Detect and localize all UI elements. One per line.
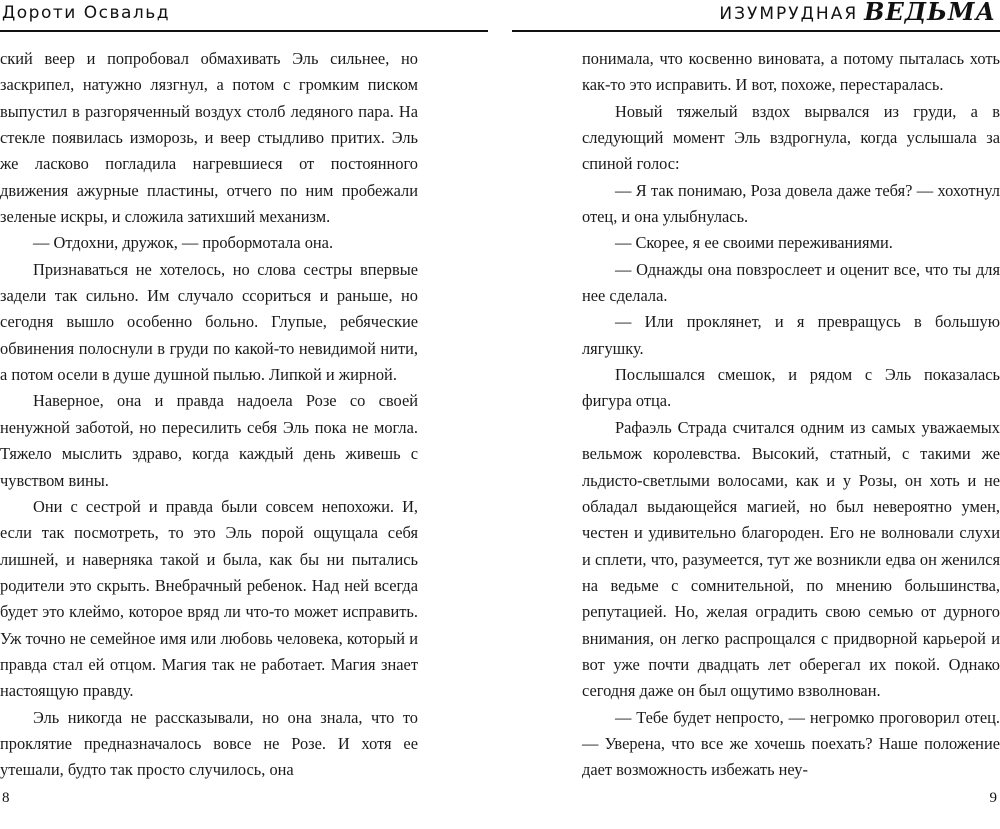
paragraph: — Отдохни, дружок, — пробормотала она. <box>33 233 334 253</box>
paragraph: Новый тяжелый вздох вырвался из груди, а в следующий момент Эль вздрогнула, когда услышала за спиной голос: <box>582 101 1000 174</box>
paragraph: Наверное, она и правда надоела Розе со своей ненужной заботой, но пересилить себя Эль пока не могла. Тяжело мыслить здраво, когда каждый день живешь с чувством вины. <box>0 391 418 490</box>
paragraph: Эль никогда не рассказывали, но она знала, что то проклятие предназначалось вовсе не Розе. И хотя ее утешали, будто так просто случилось, она <box>0 707 418 780</box>
paragraph: — Однажды она повзрослеет и оценит все, что ты для нее сделала. <box>582 259 1000 306</box>
paragraph: Признаваться не хотелось, но слова сестры впервые задели так сильно. Им случало ссориться и раньше, но сегодня вышло особенно больно. Глупые, ребяческие обвинения полоснули в груди по какой-то невидимой нити, а потом осели в душе душной пылью. Липкой и жирной. <box>0 259 418 385</box>
header-rule-right <box>512 30 1000 32</box>
paragraph: — Тебе будет непросто, — негромко проговорил отец. — Уверена, что все же хочешь поехать? Наше положение дает возможность избежать неу- <box>582 707 1000 780</box>
paragraph: ский веер и попробовал обмахивать Эль сильнее, но заскрипел, натужно лязгнул, а потом с громким писком выпустил в разгоряченный воздух столб ледяного пара. На стекле появилась изморозь, и веер стыдливо притих. Эль же ласково погладила нагревшиеся от постоянного движения ажурные пластины, отчего по ним пробежали зеленые искры, и сложила затихший механизм. <box>0 49 418 227</box>
paragraph: Рафаэль Страда считался одним из самых уважаемых вельмож королевства. Высокий, статный, с такими же льдисто-светлыми волосами, как и у Розы, он хоть и не обладал выдающейся магией, но был невероятно умен, честен и удивительно благороден. Его не волновали слухи и сплети, что, разумеется, тут же возникли едва он женился на ведьме с сомнительной, по мнению большинства, репутацией. Но, желая оградить свою семью от дурного внимания, он легко распрощался с придворной карьерой и вот уже почти двадцать лет оберегал их покой. Однако сегодня даже он был ощутимо взволнован. <box>582 417 1000 701</box>
title-word-1: ИЗУМРУДНАЯ <box>719 4 859 24</box>
paragraph: Послышался смешок, и рядом с Эль показалась фигура отца. <box>582 365 1000 411</box>
title-word-2: ВЕДЬМА <box>864 0 996 26</box>
paragraph: — Я так понимаю, Роза довела даже тебя? — хохотнул отец, и она улыбнулась. <box>582 180 1000 227</box>
left-page-text <box>0 46 418 784</box>
right-page-text <box>582 46 1000 784</box>
running-head-title <box>719 0 996 24</box>
page-number-right: 9 <box>989 790 997 806</box>
paragraph: — Скорее, я ее своими переживаниями. <box>615 233 893 253</box>
paragraph: Они с сестрой и правда были совсем непохожи. И, если так посмотреть, то это Эль порой ощущала себя лишней, и наверняка такой и была, как бы ни пытались родители это скрыть. Внебрачный ребенок. Над ней всегда будет это клеймо, которое вряд ли что-то может исправить. Уж точно не семейное имя или любовь человека, который и правда стал ей отцом. Магия так не работает. Магия знает настоящую правду. <box>0 496 418 701</box>
paragraph: — Или проклянет, и я превращусь в большую лягушку. <box>582 312 1000 358</box>
page-number-left: 8 <box>2 790 10 806</box>
header-rule-left <box>0 30 488 32</box>
running-head-author: Дороти Освальд <box>2 3 171 23</box>
paragraph: понимала, что косвенно виновата, а потому пыталась хоть как-то это исправить. И вот, похоже, перестаралась. <box>582 49 1000 95</box>
